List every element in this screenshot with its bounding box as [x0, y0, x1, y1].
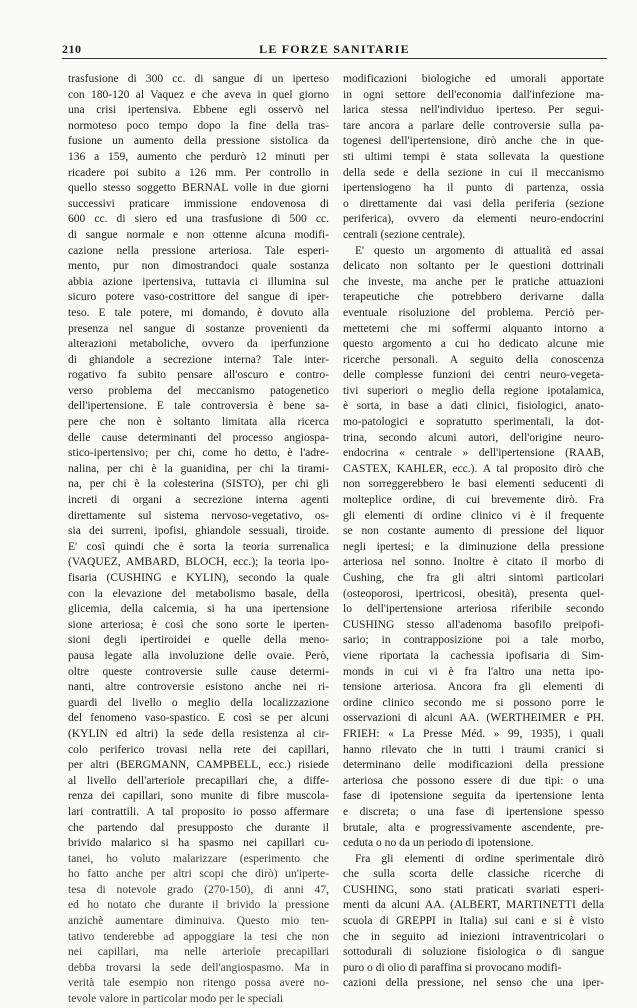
text-line: trasfusione di 300 cc. di sangue di un iperteso: [68, 73, 329, 85]
text-line: togenesi dell'ipertensione, dirò anche che in que-: [343, 135, 604, 148]
text-line: sicuro potere vaso-costrittore del sangue di iper-: [68, 291, 329, 304]
left-text-column: [68, 72, 329, 1008]
text-line: tanei, ho voluto malarizzare (esperimento che: [68, 852, 329, 865]
text-line: ipertensiogeno ha il punto di partenza, ossia: [343, 182, 604, 195]
text-line: delicato non soltanto per le questioni dottrinali: [343, 260, 604, 273]
running-title: LE FORZE SANITARIE: [259, 42, 410, 56]
text-line: CASTEX, KAHLER, ecc.). A tal proposito dirò che: [343, 462, 604, 475]
text-line: puro o di olio di paraffina si provocano modifi-: [343, 961, 562, 974]
text-line: arteriosa che possono essere di due tipi: o una: [343, 774, 604, 787]
text-line: che partendo dal presupposto che durante il: [68, 821, 329, 834]
text-line: dell'ipertensione. E tale controversia è bene sa-: [68, 400, 329, 413]
text-line: verso problema del meccanismo patogenetico: [68, 384, 329, 397]
text-line: quello stesso soggetto BERNAL volle in due giorni: [68, 182, 329, 195]
text-line: 136 a 159, aumento che perdurò 12 minuti per: [68, 150, 329, 163]
text-line: fisaria (CUSHING e KYLIN), secondo la quale: [68, 572, 329, 584]
text-line: lo dell'ipertensione arteriosa riferibile secondo: [343, 603, 604, 616]
text-line: nalina, per chi è la guanidina, per chi la tirami-: [68, 462, 329, 475]
text-line: normoteso poco tempo dopo la fine della tras-: [68, 119, 329, 132]
text-line: brivido malarico si ha spasmo nei capillari cu-: [68, 837, 329, 850]
text-line: ricerche personali. A seguito della conoscenza: [343, 353, 604, 366]
text-line: guardi del livello o meglio della localizzazione: [68, 696, 329, 709]
text-line: teso. E tale potere, mi domando, è dovuto alla: [68, 306, 329, 319]
text-line: brutale, alta e progressivamente ascendente, pre-: [343, 821, 604, 834]
text-line: mo-patologici e sopratutto sperimentali, la dot-: [343, 416, 604, 429]
text-line: trina, secondo alcuni autori, dell'origine neuro-: [343, 431, 604, 444]
text-line: mettetemi che mi soffermi alquanto intorno a: [343, 322, 604, 335]
text-line: è sorta, in base a dati clinici, fisiologici, anato-: [343, 400, 604, 413]
text-line: hanno rilevato che in tutti i traumi cranici si: [343, 743, 604, 756]
text-line: modificazioni biologiche ed umorali apportate: [343, 73, 604, 85]
text-line: per altri (BERGMANN, CAMPBELL, ecc.) risiede: [68, 759, 329, 772]
text-line: menti da alcuni AA. (ALBERT, MARTINETTI della: [343, 899, 604, 912]
text-line: stico-ipertensivo; per chi, come ho detto, è l'adre-: [68, 447, 329, 460]
text-line: pausa legate alla involuzione delle ovaie. Però,: [68, 649, 329, 662]
text-line: di ghiandole a secrezione interna? Tale inter-: [68, 353, 329, 366]
text-line: colo periferico trovasi nella rete dei capillari,: [68, 743, 329, 756]
text-line: FRIEH: « La Presse Méd. » 99, 1935), i quali: [343, 727, 604, 740]
text-line: ordine clinico secondo me si possono porre le: [343, 696, 604, 709]
text-line: delle complesse funzioni dei centri neuro-vegeta-: [343, 369, 604, 382]
text-line: Cushing, che fra gli altri sintomi particolari: [343, 572, 604, 584]
text-line: (VAQUEZ, AMBARD, BLOCH, ecc.); la teoria ipo-: [68, 556, 329, 569]
text-line: (osteoporosi, ipertricosi, obesità), presenta quel-: [343, 587, 604, 600]
text-line: terapeutiche che potrebbero derivarne dalla: [343, 291, 604, 304]
text-line: E' così quindi che è sorta la teoria surrenalica: [68, 540, 329, 553]
text-line: anzichè aumentare diminuiva. Questo mio ten-: [68, 915, 329, 928]
text-line: na, per chi è la colesterina (SISTO), per chi gli: [68, 478, 329, 491]
text-line: E' questo un argomento di attualità ed assai: [355, 244, 604, 257]
text-line: glicemia, della calcemia, si ha una ipertensione: [68, 603, 329, 616]
text-line: determinano delle modificazioni della pressione: [343, 759, 604, 772]
text-line: lari contrattili. A tal proposito io posso affermare: [68, 805, 329, 818]
text-line: ceduta o no da un periodo di ipotensione.: [343, 837, 534, 850]
text-line: (KYLIN ed altri) la sede della resistenza al cir-: [68, 727, 329, 740]
text-line: rogativo fa subito pensare all'oscuro e contro-: [68, 369, 329, 382]
text-line: verità tale esempio non ritengo possa avere no-: [68, 977, 329, 990]
text-line: fusione un aumento della pressione sistolica da: [68, 135, 329, 148]
text-line: arteriosa nel sonno. Inoltre è citato il morbo di: [343, 556, 604, 569]
text-line: periferica), ovvero da elementi neuro-endocrini: [343, 213, 604, 226]
text-line: viene riportata la cachessia ipofisaria di Sim-: [343, 649, 604, 662]
text-line: tensione arteriosa. Ancora fra gli elementi di: [343, 681, 604, 694]
text-line: sioni degli ipertiroidei e quelle della meno-: [68, 634, 329, 647]
text-line: che sulla scorta delle classiche ricerche di: [343, 868, 604, 881]
text-line: debba trovarsi la sede dell'angiospasmo. Ma in: [68, 961, 329, 974]
text-line: tare ancora a parlare delle controversie sulla pa-: [343, 119, 604, 132]
text-line: direttamente sul sistema nervoso-vegetativo, os-: [68, 509, 329, 522]
text-line: 600 cc. di siero ed una trasfusione di 500 cc.: [68, 213, 329, 226]
text-line: cazioni della pressione, nel senso che una iper-: [343, 977, 604, 990]
text-line: increti di organi a secrezione interna agenti: [68, 494, 329, 507]
text-line: cazione nella pressione arteriosa. Tale esperi-: [68, 244, 329, 257]
text-line: tevole valore in particolar modo per le speciali: [68, 993, 284, 1006]
text-line: monds in cui vi è fra l'altro una netta ipo-: [343, 665, 604, 678]
text-line: della sede e della sezione in cui il meccanismo: [343, 166, 604, 179]
text-line: che in seguito ad iniezioni intraventricolari o: [343, 930, 604, 943]
text-line: una crisi ipertensiva. Ebbene egli osservò nel: [68, 104, 329, 117]
text-line: o direttamente dai vasi della periferia (sezione: [343, 197, 604, 210]
text-line: che investe, ma anche per le pratiche attuazioni: [343, 275, 604, 288]
text-line: Fra gli elementi di ordine sperimentale dirò: [355, 852, 604, 865]
text-line: larica stessa nell'individuo iperteso. Per segui-: [343, 104, 604, 117]
text-line: sia dei surreni, ipofisi, ghiandole sessuali, tiroide.: [68, 525, 329, 538]
text-line: alterazioni metaboliche, ovvero da iperfunzione: [68, 338, 329, 351]
text-line: molteplice ordine, di cui brevemente dirò. Fra: [343, 494, 604, 507]
text-line: presenza nel sangue di sostanze provenienti da: [68, 322, 329, 335]
text-line: ed ho notato che durante il brivido la pressione: [68, 899, 329, 912]
text-line: centrali (sezione centrale).: [343, 228, 466, 241]
text-line: endocrina « centrale » dell'ipertensione (RAAB,: [343, 447, 604, 460]
text-line: renza dei capillari, sono munite di fibre muscola-: [68, 790, 329, 803]
right-text-column: [343, 72, 604, 992]
page-number: 210: [62, 42, 82, 56]
text-line: osservazioni di alcuni AA. (WERTHEIMER e PH.: [343, 712, 604, 725]
text-line: e discreta; o una fase di ipertensione spesso: [343, 805, 604, 818]
text-line: CUSHING stesso all'adenoma basofilo preipofi-: [343, 618, 604, 631]
text-line: fase di ipotensione seguita da ipertensione lenta: [343, 790, 604, 803]
text-line: gli elementi di ordine clinico vi è il frequente: [343, 509, 604, 522]
text-line: mento, pur non dimostrandoci quale sostanza: [68, 260, 329, 273]
text-line: delle cause determinanti del processo angiospa-: [68, 431, 329, 444]
text-line: in ogni settore dell'economia dall'infezione ma-: [343, 88, 604, 101]
text-line: ho fatto anche per altri scopi che dirò) un'iperte-: [68, 868, 329, 881]
text-line: al livello dell'arteriole precapillari che, a diffe-: [68, 774, 329, 787]
text-line: ricadere poi subito a 126 mm. Per controllo in: [68, 166, 329, 179]
text-line: sottodurali di soluzione fisiologica o di sangue: [343, 946, 604, 959]
text-line: tesa di notevole grado (270-150), di anni 47,: [68, 883, 329, 896]
text-line: oltre queste controversie sulle cause determi-: [68, 665, 329, 678]
text-line: pere che non è soltanto limitata alla ricerca: [68, 416, 329, 429]
text-line: eventuale risoluzione del problema. Perciò per-: [343, 306, 604, 319]
text-line: di sangue normale e non ottenne alcuna modifi-: [68, 228, 329, 241]
text-line: con 180-120 al Vaquez e che aveva in quel giorno: [68, 88, 329, 101]
text-line: scuola di GREPPI in Italia) sui cani e si è visto: [343, 915, 604, 928]
text-line: abbia azione ipertensiva, tuttavia ci illumina sul: [68, 275, 329, 288]
text-line: questo argomento a cui ho dedicato alcune mie: [343, 338, 604, 351]
text-line: se non costante aumento di pressione del liquor: [343, 525, 604, 538]
text-line: successivi praticare immissione endovenosa di: [68, 197, 329, 210]
text-line: non sorreggerebbero le basi elementi seducenti di: [343, 478, 604, 491]
text-line: negli ipertesi; e la diminuzione della pressione: [343, 540, 604, 553]
text-line: tativo tenderebbe ad appoggiare la tesi che non: [68, 930, 329, 943]
text-line: nanti, altre controversie esistono anche nei ri-: [68, 681, 329, 694]
text-line: sione arteriosa; è così che sono sorte le iperten-: [68, 618, 329, 631]
text-line: sti ultimi tempi è stata sollevata la questione: [343, 150, 604, 163]
text-line: con la elevazione del metabolismo basale, della: [68, 587, 329, 600]
text-line: sario; in contrapposizione poi a tale morbo,: [343, 634, 604, 647]
text-line: del fenomeno vaso-spastico. E così se per alcuni: [68, 712, 329, 725]
page-header: [62, 36, 607, 59]
text-line: CUSHING, sono stati praticati svariati esperi-: [343, 883, 604, 896]
text-line: tivi superiori o meglio della regione ipotalamica,: [343, 384, 604, 397]
text-line: nei capillari, ma nelle arteriole precapillari: [68, 946, 329, 959]
